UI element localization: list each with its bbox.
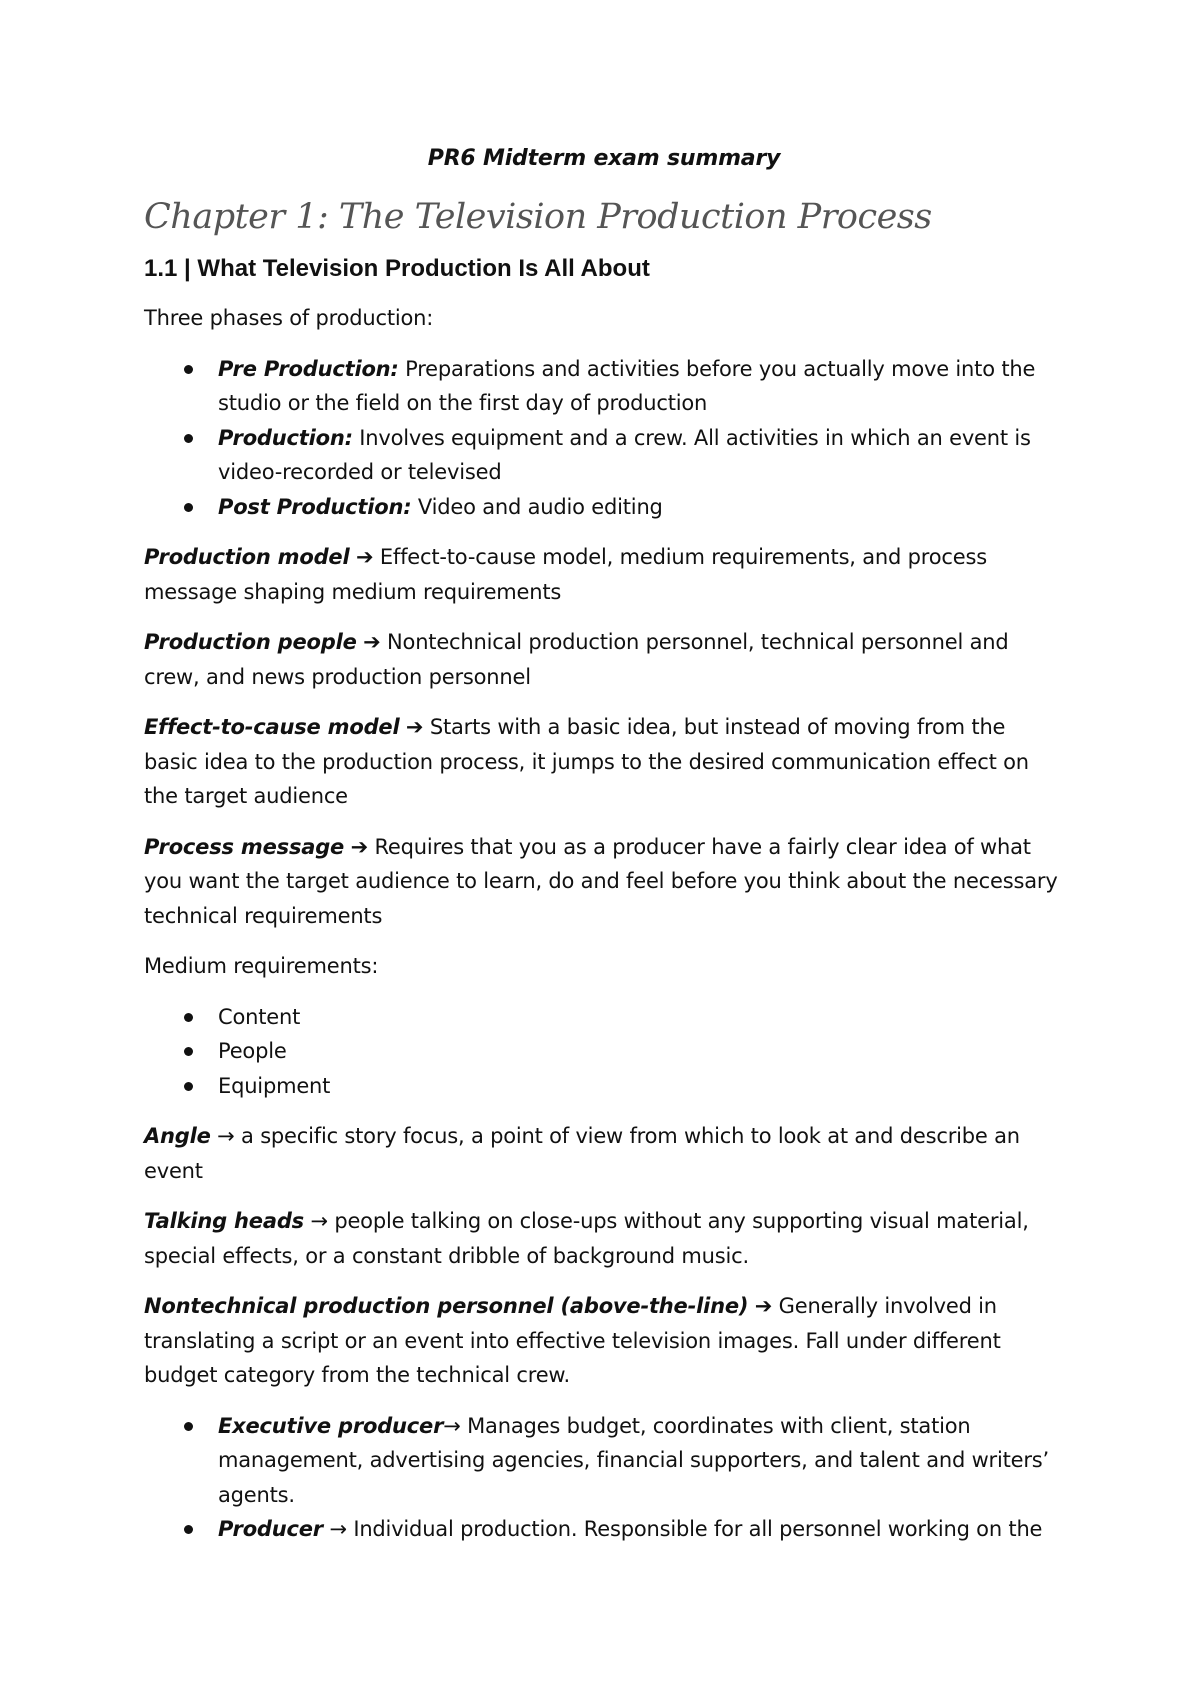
definition-term: Production model [144, 545, 350, 569]
bullet-icon [184, 434, 193, 443]
definition-text: Starts with a basic idea, but instead of moving from the basic idea to the production process, it jumps to the desired communication effect on the target audience [144, 715, 1029, 808]
phase-text: Involves equipment and a crew. All activities in which an event is video-recorded or televised [218, 425, 1031, 484]
definition-paragraph [144, 1119, 1064, 1188]
definition-paragraph [144, 710, 1064, 814]
arrow-icon: ➔ [356, 630, 388, 654]
medium-item: Content [218, 1004, 301, 1029]
arrow-icon: ➔ [748, 1294, 779, 1318]
arrow-icon: ➔ [349, 545, 380, 569]
medium-item: Equipment [218, 1073, 331, 1098]
definition-text: Requires that you as a producer have a fairly clear idea of what you want the target audience to learn, do and feel before you think about the necessary technical requirements [144, 834, 1058, 928]
role-term: Executive producer [218, 1413, 444, 1438]
definition-text: Nontechnical production personnel, technical personnel and crew, and news production personnel [144, 630, 1009, 689]
definition-term: Angle [144, 1124, 211, 1148]
definition-paragraph [144, 625, 1064, 694]
role-term: Producer [218, 1517, 323, 1541]
definition-paragraph [144, 1289, 1064, 1393]
bullet-icon [184, 1422, 193, 1431]
phase-term: Post Production: [218, 494, 412, 519]
list-item [144, 1409, 1064, 1513]
definition-paragraph [144, 540, 1064, 609]
definition-term: Production people [144, 630, 357, 654]
definition-term: Nontechnical production personnel (above-the-line) [144, 1294, 749, 1318]
definition-text: Generally involved in translating a script or an event into effective television images. Fall under different budget category from the technical crew. [144, 1294, 1001, 1387]
document-content [144, 146, 1064, 1563]
phases-list [144, 352, 1064, 525]
definition-paragraph [144, 1204, 1064, 1273]
phase-text: Video and audio editing [411, 494, 663, 519]
list-item [144, 352, 1064, 421]
definition-paragraph [144, 830, 1064, 934]
definition-text: a specific story focus, a point of view from which to look at and describe an event [144, 1124, 1020, 1183]
arrow-icon: → [322, 1517, 354, 1541]
bullet-icon [184, 503, 193, 512]
document-title: PR6 Midterm exam summary [427, 146, 781, 171]
phase-term: Pre Production: [218, 356, 399, 381]
phases-intro: Three phases of production: [144, 306, 434, 330]
arrow-icon: → [210, 1124, 242, 1148]
list-item [144, 1000, 1064, 1035]
bullet-icon [184, 1013, 193, 1022]
section-heading: 1.1 | What Television Production Is All About [144, 255, 650, 282]
chapter-heading: Chapter 1: The Television Production Process [144, 197, 932, 237]
medium-item: People [218, 1039, 287, 1063]
bullet-icon [184, 1525, 193, 1534]
medium-list [144, 1000, 1064, 1104]
arrow-icon: → [303, 1209, 335, 1233]
phase-term: Production: [218, 425, 353, 450]
role-text: Individual production. Responsible for all personnel working on the [353, 1517, 1043, 1541]
definition-term: Talking heads [144, 1209, 304, 1233]
medium-intro: Medium requirements: [144, 954, 379, 978]
definition-text: Effect-to-cause model, medium requirements, and process message shaping medium requirements [144, 545, 987, 604]
arrow-icon: ➔ [344, 834, 375, 859]
bullet-icon [184, 365, 193, 374]
phase-text: Preparations and activities before you actually move into the studio or the field on the first day of production [218, 356, 1036, 415]
bullet-icon [184, 1047, 193, 1056]
list-item [144, 1034, 1064, 1069]
list-item [144, 1069, 1064, 1104]
list-item [144, 421, 1064, 490]
list-item [144, 1512, 1064, 1547]
definition-text: people talking on close-ups without any supporting visual material, special effects, or a constant dribble of background music. [144, 1209, 1029, 1268]
arrow-icon: ➔ [399, 715, 430, 739]
role-text: Manages budget, coordinates with client, station management, advertising agencies, financial supporters, and talent and writers’ agents. [218, 1413, 1050, 1507]
definition-term: Process message [144, 834, 345, 859]
arrow-icon: → [443, 1413, 468, 1438]
bullet-icon [184, 1082, 193, 1091]
definition-term: Effect-to-cause model [144, 715, 400, 739]
list-item [144, 490, 1064, 525]
roles-list [144, 1409, 1064, 1547]
